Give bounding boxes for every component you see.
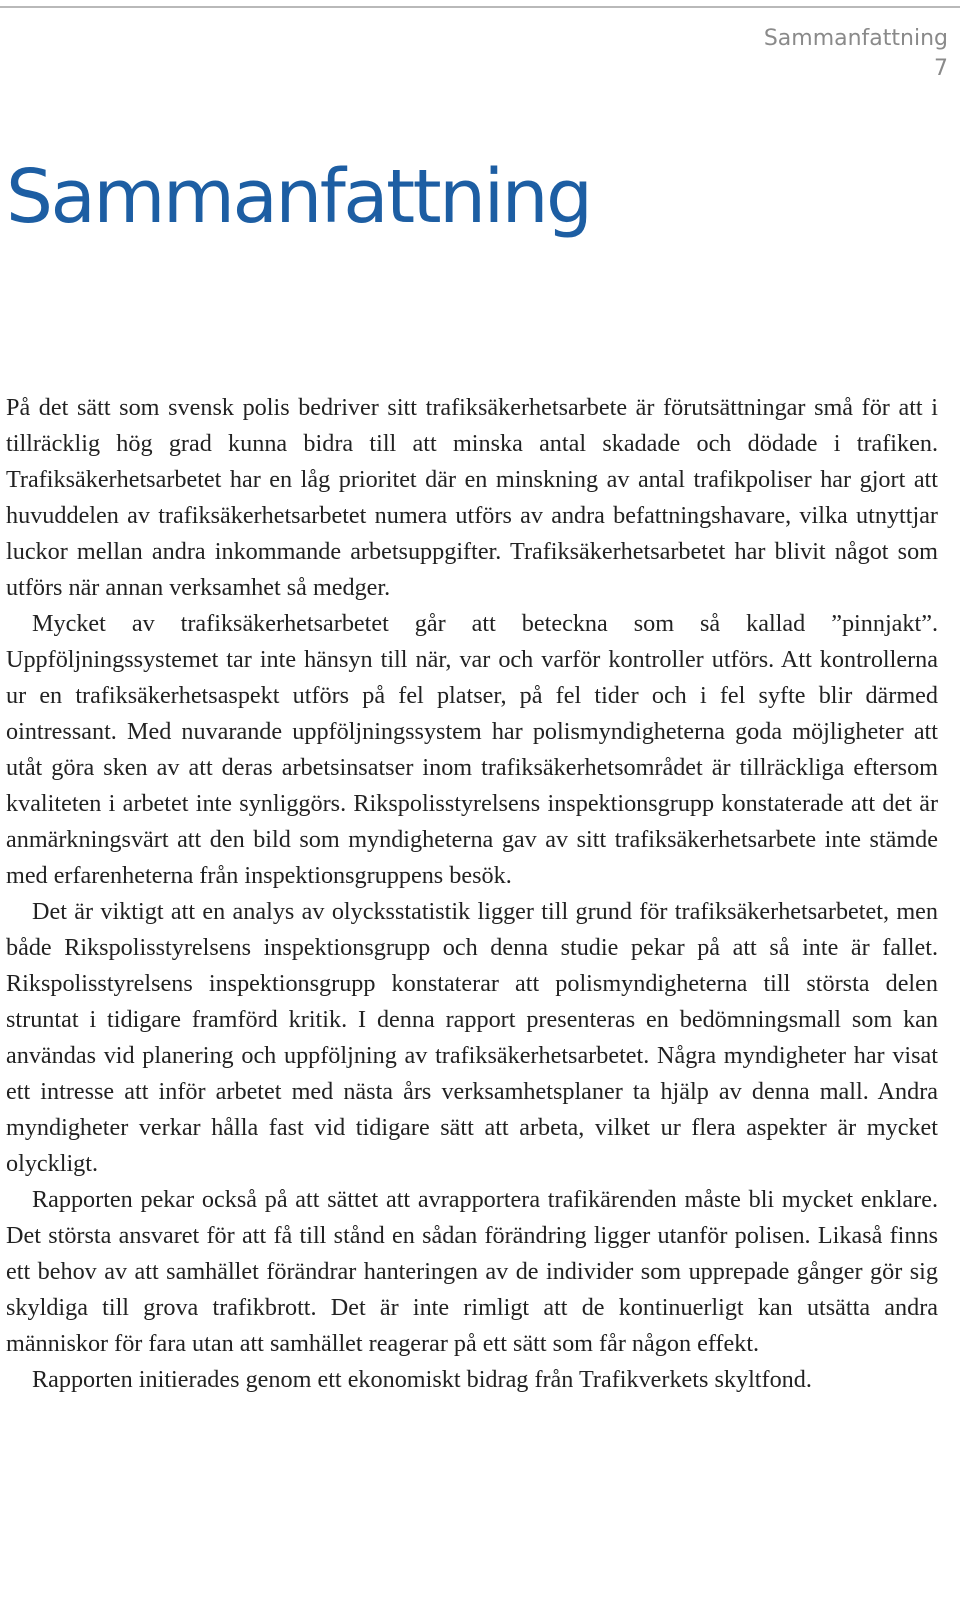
body-text (6, 390, 938, 1398)
header-rule (0, 6, 960, 8)
running-header-title: Sammanfattning (763, 26, 948, 51)
paragraph: Rapporten pekar också på att sättet att avrapportera trafikärenden måste bli mycket enklare. Det största ansvaret för att få till stånd en sådan förändring ligger utanför polisen. Likaså finns ett behov av att samhället förändrar hanteringen av de individer som upprepade gånger gör sig skyldiga till grova trafikbrott. Det är inte rimligt att de kontinuerligt kan utsätta andra människor för fara utan att samhället reagerar på ett sätt som får någon effekt. (6, 1186, 938, 1357)
running-header (764, 24, 948, 84)
page-number: 7 (934, 56, 948, 81)
paragraph: På det sätt som svensk polis bedriver sitt trafiksäkerhetsarbete är förutsättningar små för att i tillräcklig hög grad kunna bidra till att minska antal skadade och dödade i trafiken. Trafiksäkerhetsarbetet har en låg prioritet där en minskning av antal trafikpoliser har gjort att huvuddelen av trafiksäkerhetsarbetet numera utförs av andra befattningshavare, vilka utnyttjar luckor mellan andra inkommande arbetsuppgifter. Trafiksäkerhetsarbetet har blivit något som utförs när annan verksamhet så medger. (6, 394, 938, 601)
paragraph: Det är viktigt att en analys av olycksstatistik ligger till grund för trafiksäkerhetsarbetet, men både Rikspolisstyrelsens inspektionsgrupp och denna studie pekar på att så inte är fallet. Rikspolisstyrelsens inspektionsgrupp konstaterar att polismyndigheterna till största delen struntat i tidigare framförd kritik. I denna rapport presenteras en bedömningsmall som kan användas vid planering och uppföljning av trafiksäkerhetsarbetet. Några myndigheter har visat ett intresse att inför arbetet med nästa års verksamhetsplaner ta hjälp av denna mall. Andra myndigheter verkar hålla fast vid tidigare sätt att arbeta, vilket ur flera aspekter är mycket olyckligt. (6, 898, 938, 1177)
paragraph: Rapporten initierades genom ett ekonomiskt bidrag från Trafikverkets skyltfond. (32, 1366, 812, 1393)
chapter-title: Sammanfattning (6, 154, 591, 240)
paragraph: Mycket av trafiksäkerhetsarbetet går att beteckna som så kallad ”pinnjakt”. Uppföljningssystemet tar inte hänsyn till när, var och varför kontroller utförs. Att kontrollerna ur en trafiksäkerhetsaspekt utförs på fel platser, på fel tider och i fel syfte blir därmed ointressant. Med nuvarande uppföljningssystem har polismyndigheterna goda möjligheter att utåt göra sken av att deras arbetsinsatser inom trafiksäkerhetsområdet är tillräckliga eftersom kvaliteten i arbetet inte synliggörs. Rikspolisstyrelsens inspektionsgrupp konstaterade att det är anmärkningsvärt att den bild som myndigheterna gav av sitt trafiksäkerhetsarbete inte stämde med erfarenheterna från inspektionsgruppens besök. (6, 610, 938, 889)
